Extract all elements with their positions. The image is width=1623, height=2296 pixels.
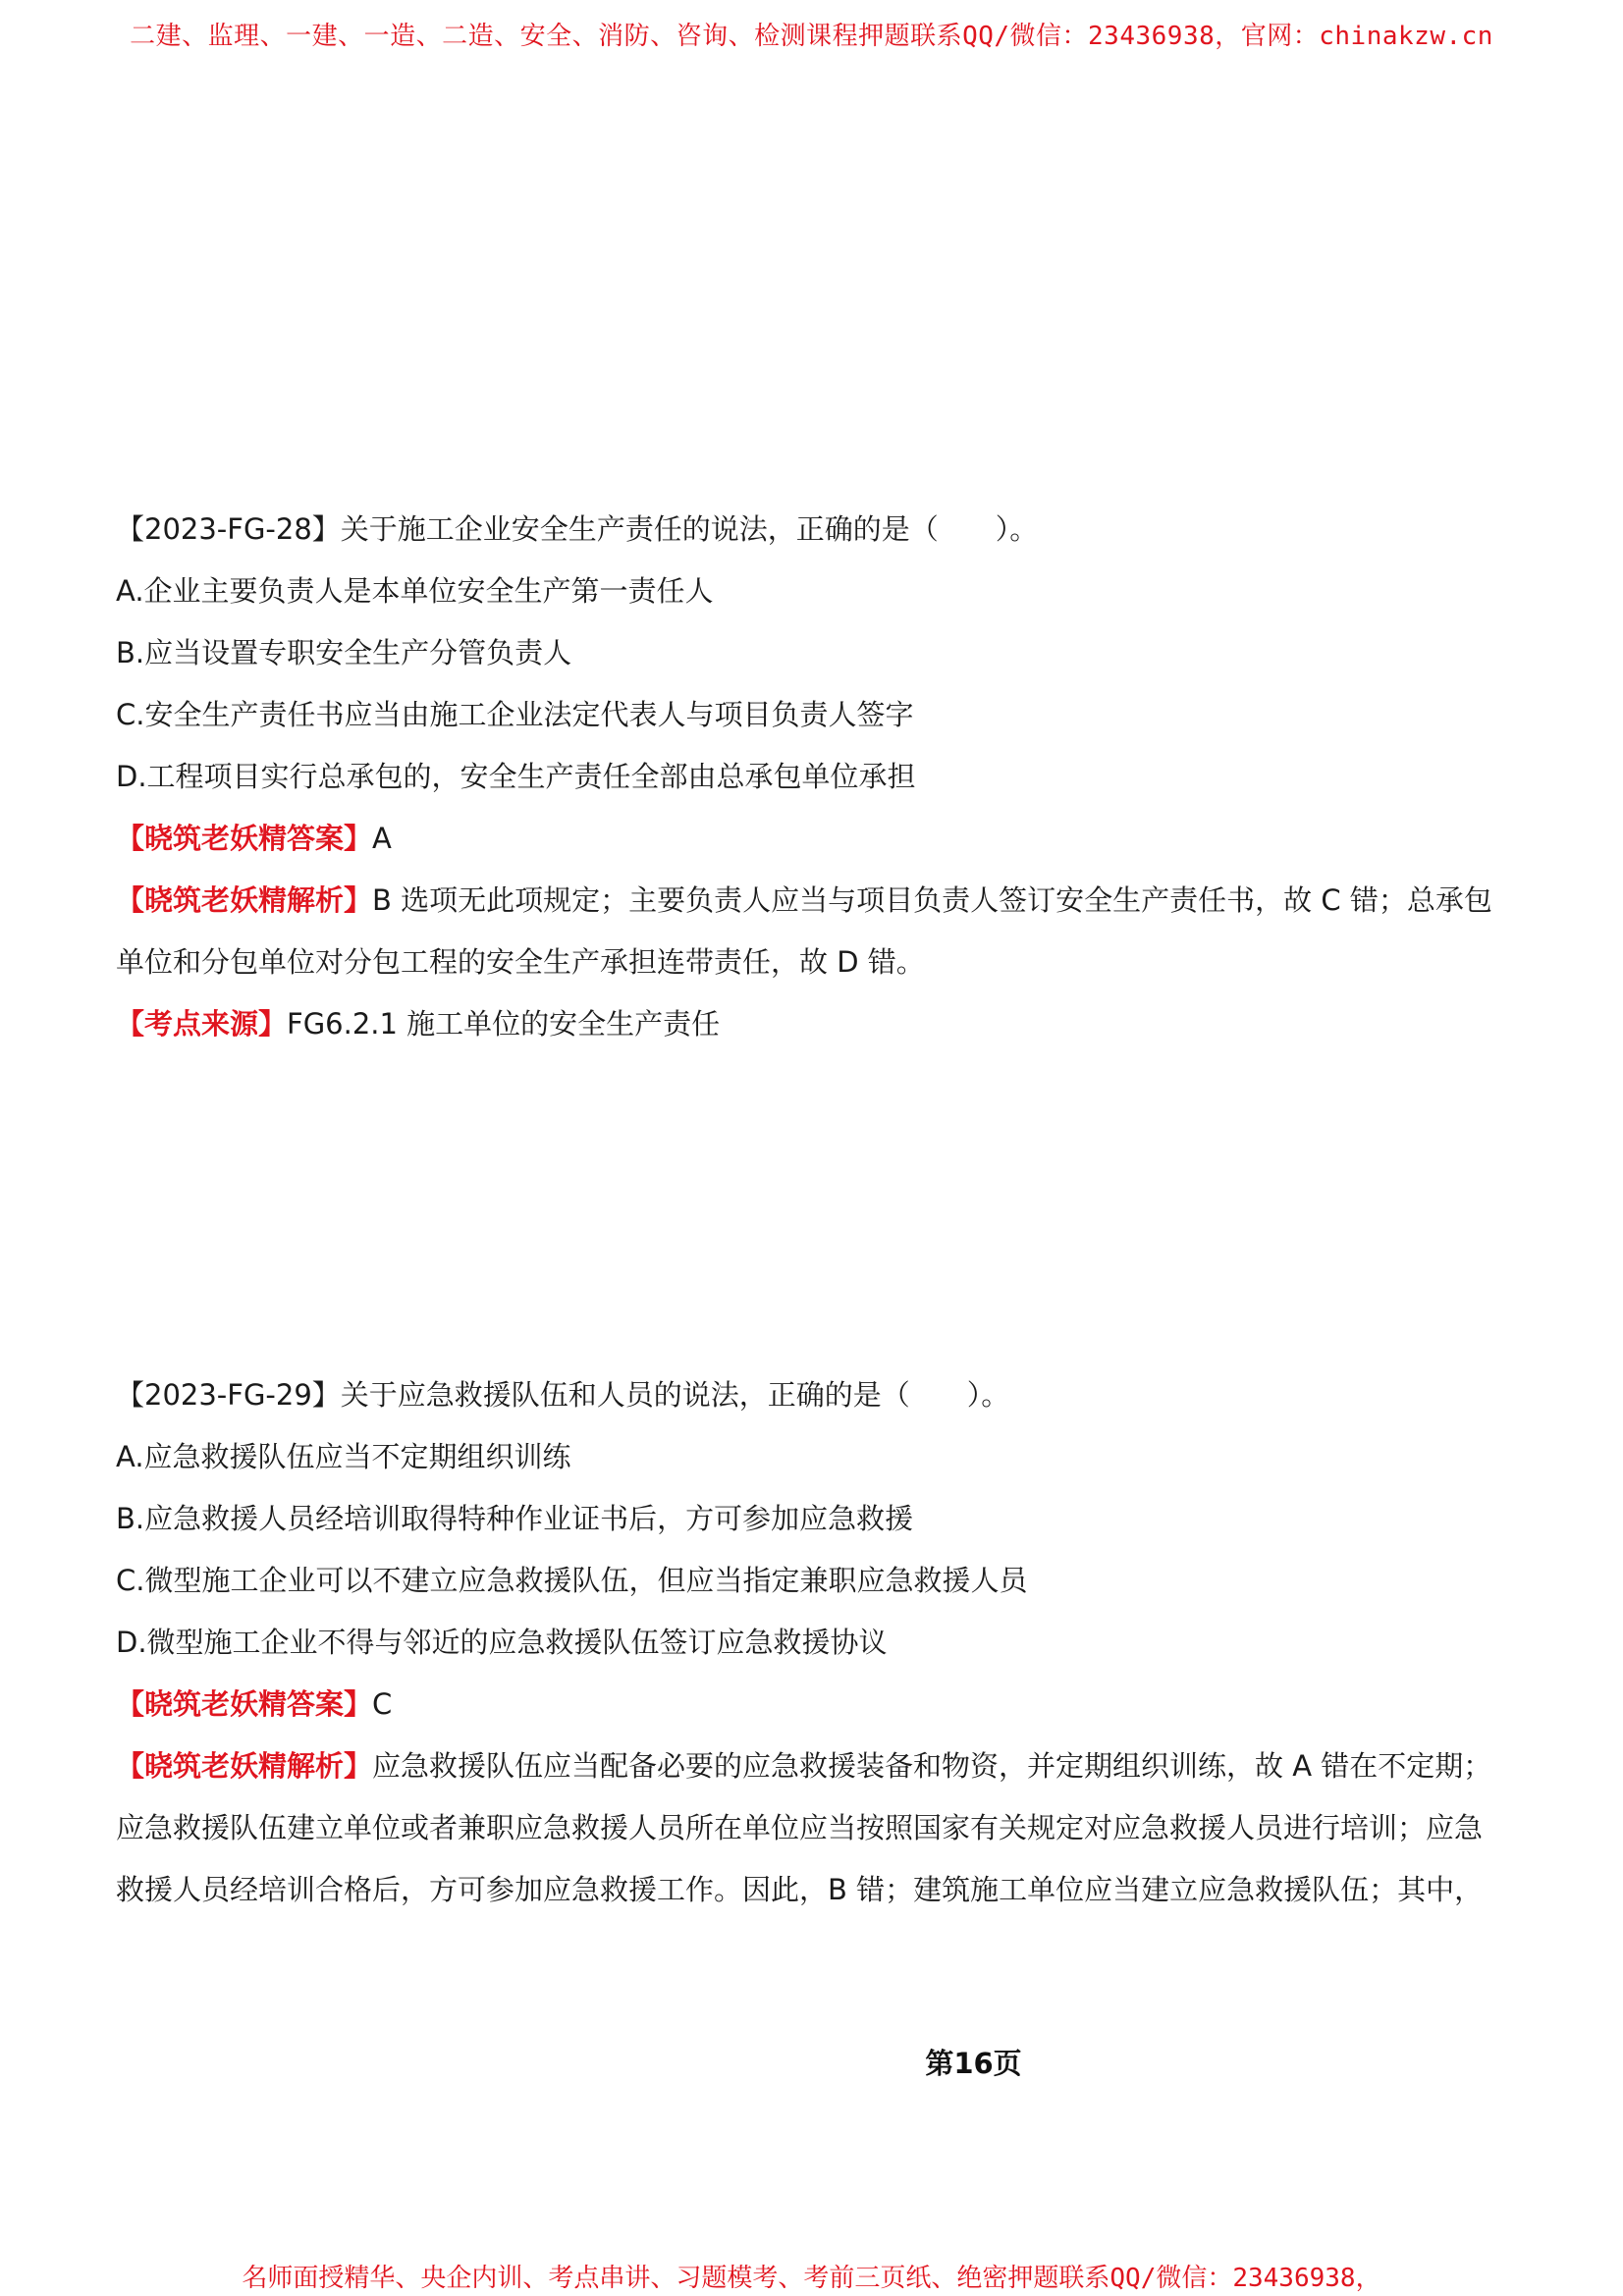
option-c: C.微型施工企业可以不建立应急救援队伍，但应当指定兼职应急救援人员: [116, 1564, 1028, 1597]
analysis-text: B 选项无此项规定；主要负责人应当与项目负责人签订安全生产责任书，故 C 错；总承包单位和分包单位对分包工程的安全生产承担连带责任，故 D 错。: [116, 883, 1492, 979]
analysis-tag: 【晓筑老妖精解析】: [116, 883, 373, 917]
question-block: [116, 1364, 1510, 1921]
answer-value: A: [372, 822, 392, 855]
option-b: B.应当设置专职安全生产分管负责人: [116, 636, 572, 669]
source-line: [116, 993, 1510, 1055]
option-d: D.微型施工企业不得与邻近的应急救援队伍签订应急救援协议: [116, 1626, 888, 1659]
analysis-text: 应急救援队伍应当配备必要的应急救援装备和物资，并定期组织训练，故 A 错在不定期；应急救援队伍建立单位或者兼职应急救援人员所在单位应当按照国家有关规定对应急救援人员进行培训；应急救援人员经培训合格后，方可参加应急救援工作。因此，B 错；建筑施工单位应当建立应急救援队伍；其中，: [116, 1749, 1492, 1906]
answer-tag: 【晓筑老妖精答案】: [116, 822, 373, 855]
option-c: C.安全生产责任书应当由施工企业法定代表人与项目负责人签字: [116, 698, 914, 731]
option-b: B.应急救援人员经培训取得特种作业证书后，方可参加应急救援: [116, 1502, 914, 1535]
page-number: 第16页: [925, 2047, 1022, 2080]
question-stem: 【2023-FG-28】关于施工企业安全生产责任的说法，正确的是（ ）。: [116, 512, 1039, 546]
source-text: FG6.2.1 施工单位的安全生产责任: [287, 1007, 721, 1041]
option-a: A.应急救援队伍应当不定期组织训练: [116, 1440, 571, 1473]
answer-line: [116, 808, 1510, 870]
answer-value: C: [372, 1687, 393, 1721]
source-tag: 【考点来源】: [116, 1007, 288, 1041]
analysis-tag: 【晓筑老妖精解析】: [116, 1749, 373, 1783]
analysis-paragraph: [116, 1735, 1510, 1921]
answer-line: [116, 1674, 1510, 1735]
analysis-paragraph: [116, 870, 1510, 993]
option-a: A.企业主要负责人是本单位安全生产第一责任人: [116, 574, 714, 608]
header-banner: 二建、监理、一建、一造、二造、安全、消防、咨询、检测课程押题联系QQ/微信：23436938，官网：chinakzw.cn: [130, 22, 1493, 51]
option-d: D.工程项目实行总承包的，安全生产责任全部由总承包单位承担: [116, 760, 916, 793]
question-stem: 【2023-FG-29】关于应急救援队伍和人员的说法，正确的是（ ）。: [116, 1378, 1010, 1412]
question-block: [116, 499, 1510, 1055]
answer-tag: 【晓筑老妖精答案】: [116, 1687, 373, 1721]
footer-banner: 名师面授精华、央企内训、考点串讲、习题模考、考前三页纸、绝密押题联系QQ/微信：23436938，: [242, 2264, 1381, 2293]
